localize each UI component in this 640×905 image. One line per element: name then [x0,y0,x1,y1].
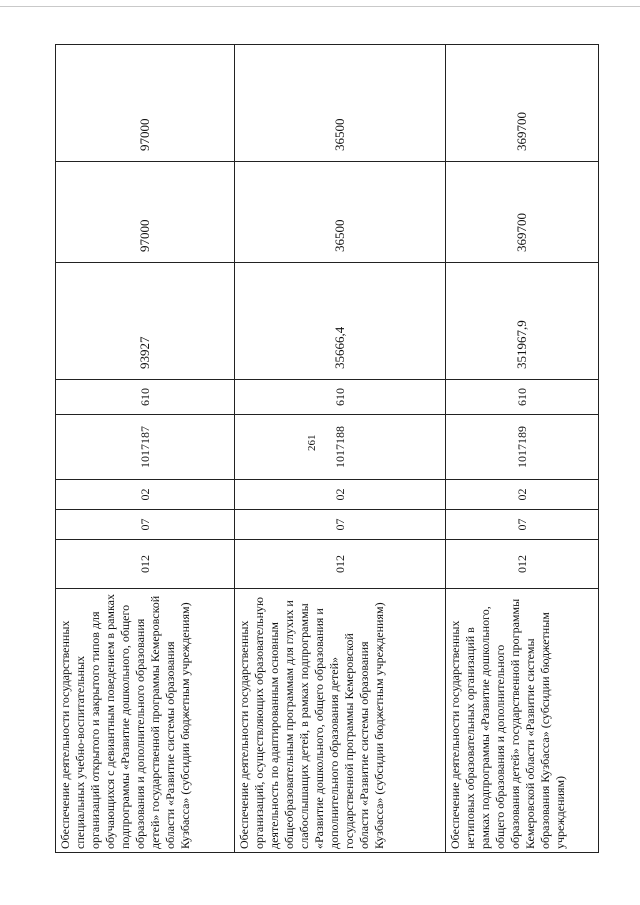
target-article-code: 1017188 [235,415,446,480]
ministry-code: 012 [235,540,446,589]
scan-top-edge [0,6,640,7]
section-code: 07 [235,510,446,540]
row-description: Обеспечение деятельности государственных специальных учебно-воспитательных организаций открытого и закрытого типов для обучающихся с девиантным поведением в рамках подпрограммы «Развитие дошкольного, общего образования и дополнительного образования детей» государственной программы Кемеровской области «Развитие системы образования Кузбасса» (субсидии бюджетным учреждениям) [56,589,235,853]
section-code: 07 [446,510,599,540]
subsection-code: 02 [56,480,235,510]
ministry-code: 012 [446,540,599,589]
expense-type-code: 610 [235,380,446,415]
ministry-code: 012 [56,540,235,589]
amount-cell: 351967,9 [446,263,599,380]
amount-cell: 369700 [446,162,599,263]
budget-table [55,44,599,853]
rotated-table-wrapper [55,45,598,853]
target-article-code: 1017187 [56,415,235,480]
amount-cell: 36500 [235,45,446,162]
amount-cell: 97000 [56,45,235,162]
amount-cell: 35666,4 [235,263,446,380]
table-row [446,45,599,853]
amount-cell: 36500 [235,162,446,263]
amount-cell: 93927 [56,263,235,380]
expense-type-code: 610 [446,380,599,415]
row-description: Обеспечение деятельности государственных организаций, осуществляющих образовательную деятельность по адаптированным основным общеобразовательным программам для глухих и слабослышащих детей, в рамках подпрограммы «Развитие дошкольного, общего образования и дополнительного образования детей» государственной программы Кемеровской области «Развитие системы образования Кузбасса» (субсидии бюджетным учреждениям) [235,589,446,853]
target-article-code: 1017189 [446,415,599,480]
subsection-code: 02 [235,480,446,510]
expense-type-code: 610 [56,380,235,415]
row-description: Обеспечение деятельности государственных нетиповых образовательных организаций в рамках подпрограммы «Развитие дошкольного, общего образования и дополнительного образования детей» государственной программы Кемеровской области «Развитие системы образования Кузбасса» (субсидии бюджетным учреждениям) [446,589,599,853]
page-number: 261 [306,434,318,451]
amount-cell: 97000 [56,162,235,263]
table-row [56,45,235,853]
section-code: 07 [56,510,235,540]
subsection-code: 02 [446,480,599,510]
table-row [235,45,446,853]
amount-cell: 369700 [446,45,599,162]
